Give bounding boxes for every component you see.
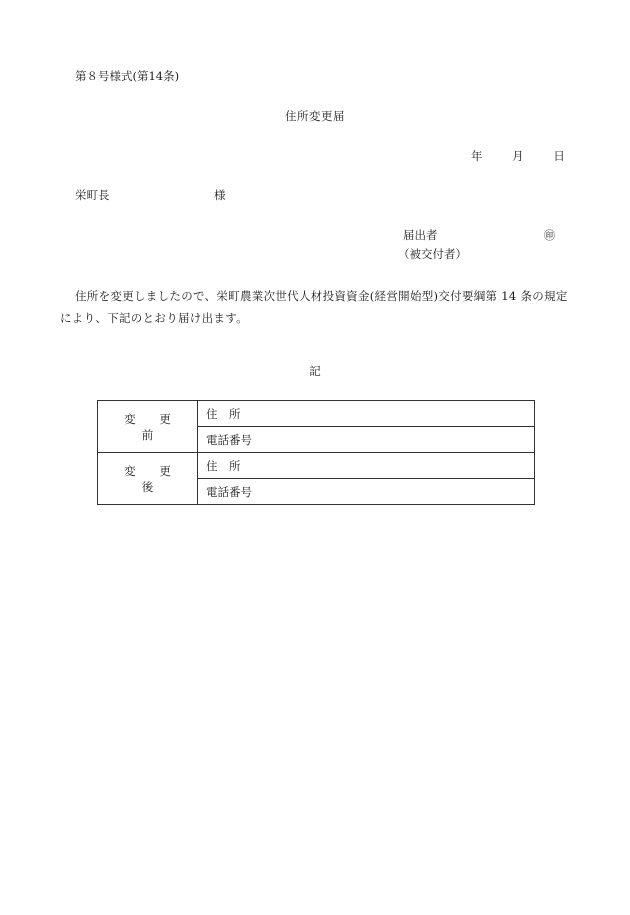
group-label-after: 変 更 後 — [98, 453, 198, 505]
address-change-table — [97, 400, 535, 505]
date-line — [471, 148, 565, 164]
field-label: 住 所 — [206, 406, 241, 421]
date-month-label: 月 — [512, 149, 524, 163]
group-label-before: 変 更 前 — [98, 401, 198, 453]
addressee-name: 栄町長 — [75, 188, 110, 202]
field-label: 電話番号 — [206, 484, 252, 499]
addressee-honorific: 様 — [214, 188, 226, 202]
table-row — [98, 453, 535, 479]
field-address-after[interactable] — [198, 453, 535, 479]
table-row — [98, 401, 535, 427]
date-year-label: 年 — [471, 149, 483, 163]
field-label: 電話番号 — [206, 432, 252, 447]
addressee — [75, 187, 226, 203]
field-label: 住 所 — [206, 458, 241, 473]
ki-heading: 記 — [309, 364, 321, 378]
form-number: 第８号様式(第14条) — [75, 69, 180, 83]
recipient-label: （被交付者） — [398, 247, 467, 261]
document-title: 住所変更届 — [285, 109, 345, 123]
field-phone-before[interactable] — [198, 427, 535, 453]
date-day-label: 日 — [553, 149, 565, 163]
body-paragraph: 住所を変更しましたので、栄町農業次世代人材投資資金(経営開始型)交付要綱第 14 条の規定により、下記のとおり届け出ます。 — [60, 289, 568, 325]
field-address-before[interactable] — [198, 401, 535, 427]
field-phone-after[interactable] — [198, 479, 535, 505]
applicant-label: 届出者 — [403, 228, 438, 242]
seal-mark: ㊞ — [544, 229, 555, 242]
